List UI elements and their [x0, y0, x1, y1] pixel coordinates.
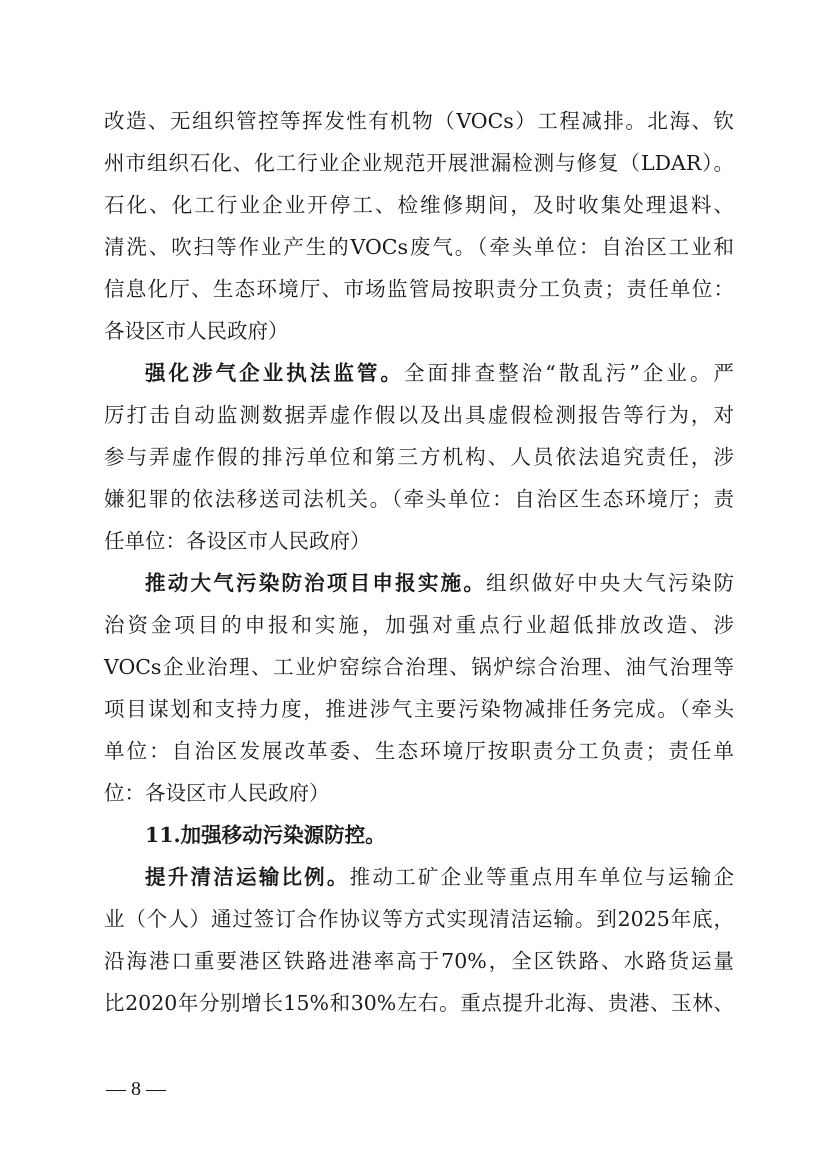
- text-segment: 沿海港口重要港区铁路进港率高于70%，全区铁路、水路货运量: [104, 949, 734, 973]
- text-line: [104, 604, 734, 646]
- text-segment: 比2020年分别增长15%和30%左右。重点提升北海、贵港、玉林、: [104, 991, 734, 1015]
- text-segment: 石化、化工行业企业开停工、检维修期间，及时收集处理退料、: [104, 193, 734, 217]
- text-line: [104, 772, 734, 814]
- text-line: [104, 982, 734, 1024]
- text-segment: 治资金项目的申报和实施，加强对重点行业超低排放改造、涉: [104, 613, 734, 637]
- text-segment: 各设区市人民政府）: [104, 319, 289, 343]
- bold-heading: 强化涉气企业执法监管。: [145, 361, 404, 385]
- text-segment: 改造、无组织管控等挥发性有机物（VOCs）工程减排。北海、钦: [104, 109, 734, 133]
- text-segment: 嫌犯罪的依法移送司法机关。（牵头单位：自治区生态环境厅；责: [104, 487, 734, 511]
- text-segment: 组织做好中央大气污染防: [486, 571, 735, 595]
- text-segment: 参与弄虚作假的排污单位和第三方机构、人员依法追究责任，涉: [104, 445, 734, 469]
- text-line: [104, 352, 734, 394]
- text-line: [104, 268, 734, 310]
- text-line: [104, 520, 734, 562]
- text-segment: 州市组织石化、化工行业企业规范开展泄漏检测与修复（LDAR）。: [104, 151, 734, 175]
- text-line: [104, 730, 734, 772]
- text-line: [104, 100, 734, 142]
- text-segment: 位：各设区市人民政府）: [104, 781, 330, 805]
- text-line: [104, 814, 734, 856]
- text-segment: 厉打击自动监测数据弄虚作假以及出具虚假检测报告等行为，对: [104, 403, 734, 427]
- text-line: [104, 562, 734, 604]
- page-number: — 8 —: [106, 1078, 166, 1100]
- text-segment: 清洗、吹扫等作业产生的VOCs废气。（牵头单位：自治区工业和: [104, 235, 734, 259]
- text-line: [104, 184, 734, 226]
- text-segment: 全面排查整治“散乱污”企业。严: [403, 361, 734, 385]
- text-segment: 项目谋划和支持力度，推进涉气主要污染物减排任务完成。（牵头: [104, 697, 734, 721]
- document-body: [104, 100, 734, 1024]
- text-line: [104, 940, 734, 982]
- text-line: [104, 898, 734, 940]
- bold-heading: 推动大气污染防治项目申报实施。: [145, 571, 487, 595]
- text-segment: 任单位：各设区市人民政府）: [104, 529, 371, 553]
- text-segment: 业（个人）通过签订合作协议等方式实现清洁运输。到2025年底，: [104, 907, 734, 931]
- text-segment: 信息化厅、生态环境厅、市场监管局按职责分工负责；责任单位：: [104, 277, 734, 301]
- text-line: [104, 856, 734, 898]
- text-line: [104, 478, 734, 520]
- text-line: [104, 142, 734, 184]
- text-line: [104, 394, 734, 436]
- bold-heading: 提升清洁运输比例。: [145, 865, 350, 889]
- text-segment: 推动工矿企业等重点用车单位与运输企: [349, 865, 735, 889]
- text-line: [104, 436, 734, 478]
- text-segment: 单位：自治区发展改革委、生态环境厅按职责分工负责；责任单: [104, 739, 734, 763]
- text-line: [104, 310, 734, 352]
- text-line: [104, 646, 734, 688]
- text-line: [104, 688, 734, 730]
- bold-heading: 11.加强移动污染源防控。: [145, 823, 386, 847]
- text-line: [104, 226, 734, 268]
- text-segment: VOCs企业治理、工业炉窑综合治理、锅炉综合治理、油气治理等: [104, 655, 734, 679]
